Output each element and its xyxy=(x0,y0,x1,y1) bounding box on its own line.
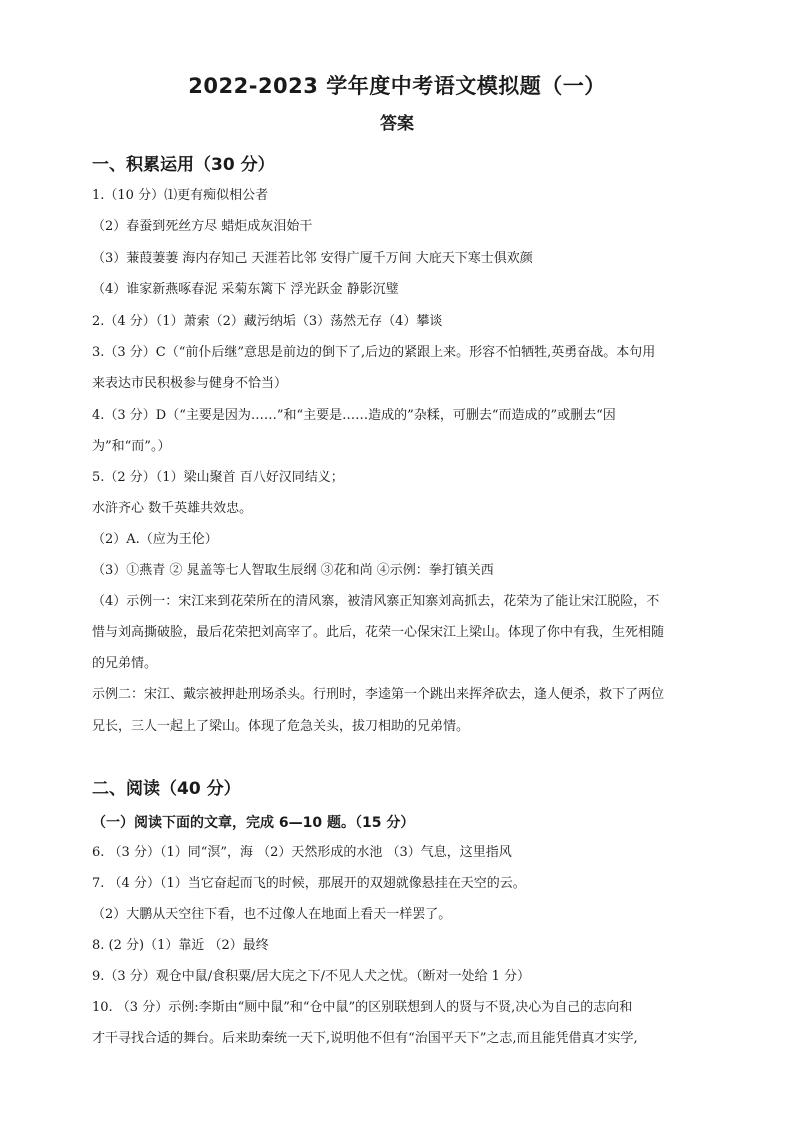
answer-line: 3.（3 分）C（“前仆后继”意思是前边的倒下了,后边的紧跟上来。形容不怕牺牲,英勇奋战。本句用 xyxy=(92,345,656,360)
answer-line: （3）①燕青 ② 晁盖等七人智取生辰纲 ③花和尚 ④示例：拳打镇关西 xyxy=(92,563,494,578)
answer-line: 6. （3 分）（1）同“溟”，海 （2）天然形成的水池 （3）气息，这里指风 xyxy=(92,845,512,860)
answer-line: （4）谁家新燕啄春泥 采菊东篱下 浮光跃金 静影沉璧 xyxy=(92,282,399,297)
answer-line: 7. （4 分）（1）当它奋起而飞的时候，那展开的双翅就像悬挂在天空的云。 xyxy=(92,876,526,891)
answer-line: 9.（3 分）观仓中鼠/食积粟/居大庑之下/不见人犬之忧。（断对一处给 1 分） xyxy=(92,969,530,984)
answer-line: 1.（10 分）⑴更有痴似相公者 xyxy=(92,188,269,203)
answer-line: 兄长，三人一起上了梁山。体现了危急关头，拔刀相助的兄弟情。 xyxy=(92,719,470,734)
answer-line: 才干寻找合适的舞台。后来助秦统一天下,说明他不但有“治国平天下”之志,而且能凭借真才实学, xyxy=(92,1031,638,1046)
answer-line: 2.（4 分）（1）萧索（2）藏污纳垢（3）荡然无存（4）攀谈 xyxy=(92,314,443,329)
answer-line: （2）春蚕到死丝方尽 蜡炬成灰泪始干 xyxy=(92,219,313,234)
answer-line: 为”和“而”。） xyxy=(92,439,171,454)
answer-line: 8. (2 分)（1）靠近 （2）最终 xyxy=(92,938,269,953)
page-subtitle: 答案 xyxy=(380,114,414,134)
answer-line: 10. （3 分）示例:李斯由“厕中鼠”和“仓中鼠”的区别联想到人的贤与不贤,决心为自己的志向和 xyxy=(92,1000,633,1015)
answer-line: 水浒齐心 数千英雄共效忠。 xyxy=(92,501,253,516)
answer-line: 惜与刘高撕破脸，最后花荣把刘高宰了。此后，花荣一心保宋江上梁山。体现了你中有我，生死相随 xyxy=(92,625,665,640)
answer-line: 5.（2 分）（1）梁山聚首 百八好汉同结义； xyxy=(92,470,344,485)
answer-line: 来表达市民积极参与健身不恰当） xyxy=(92,376,288,391)
answer-line: 示例二：宋江、戴宗被押赴刑场杀头。行刑时，李逵第一个跳出来挥斧砍去，逢人便杀，救下了两位 xyxy=(92,687,665,702)
answer-line: （4）示例一：宋江来到花荣所在的清风寨，被清风寨正知寨刘高抓去，花荣为了能让宋江脱险，不 xyxy=(92,594,660,609)
page-title: 2022-2023 学年度中考语文模拟题（一） xyxy=(188,74,606,98)
answer-line: （3）蒹葭萋萋 海内存知己 天涯若比邻 安得广厦千万间 大庇天下寒士俱欢颜 xyxy=(92,251,533,266)
answer-line: （2）A.（应为王伦） xyxy=(92,532,218,547)
subsection-heading: （一）阅读下面的文章，完成 6—10 题。（15 分） xyxy=(92,815,415,831)
answer-line: （2）大鹏从天空往下看，也不过像人在地面上看天一样罢了。 xyxy=(92,907,452,922)
answer-line: 4.（3 分）D（“主要是因为……”和“主要是……造成的”杂糅，可删去“而造成的”或删去“因 xyxy=(92,408,616,423)
section-heading-accumulation: 一、积累运用（30 分） xyxy=(92,155,275,175)
answer-line: 的兄弟情。 xyxy=(92,656,158,671)
section-heading-reading: 二、阅读（40 分） xyxy=(92,779,241,799)
